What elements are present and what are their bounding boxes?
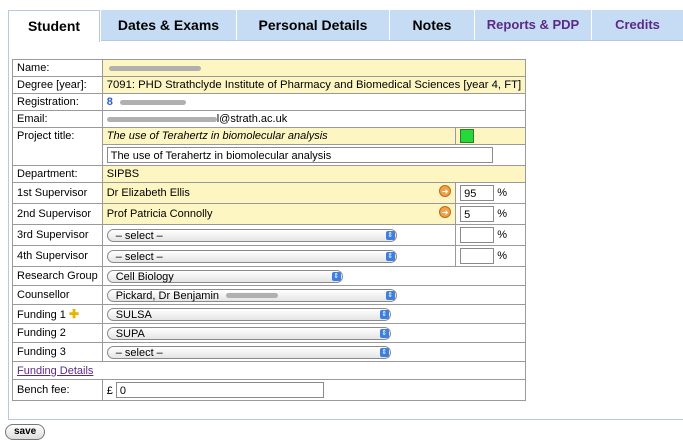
row-email (13, 111, 526, 128)
chevron-updown-icon: ⇕ (387, 231, 394, 239)
funding-2-label: Funding 2 (13, 324, 103, 343)
research-group-selected: Cell Biology (115, 270, 174, 283)
funding-1-cell (102, 305, 525, 324)
student-form (12, 59, 526, 401)
counsellor-selected: Pickard, Dr Benjamin (115, 289, 220, 302)
degree-value: 7091: PHD Strathclyde Institute of Pharmacy and Biomedical Sciences [year 4, FT] (102, 77, 525, 94)
tab-credits[interactable]: Credits (592, 10, 683, 40)
bench-fee-cell (102, 380, 525, 401)
tab-divider (101, 40, 683, 41)
supervisor-3-select[interactable] (107, 229, 397, 242)
row-research-group (13, 267, 526, 286)
funding-details-link[interactable]: Funding Details (17, 364, 94, 377)
pct-sign: % (497, 186, 507, 199)
redacted-registration (120, 100, 186, 105)
counsellor-cell (102, 286, 525, 305)
supervisor-3-label: 3rd Supervisor (13, 225, 103, 246)
row-registration (13, 94, 526, 111)
supervisor-4-selected: – select – (115, 250, 163, 263)
chevron-updown-icon: ⇕ (333, 272, 340, 280)
supervisor-4-pct-input[interactable] (460, 248, 494, 264)
row-funding-3 (13, 343, 526, 362)
status-green-icon (460, 129, 474, 143)
funding-3-select[interactable] (107, 346, 391, 359)
funding-3-cell (102, 343, 525, 362)
department-label: Department: (13, 166, 103, 183)
row-project-title (13, 128, 526, 145)
row-funding-2 (13, 324, 526, 343)
row-name (13, 60, 526, 77)
supervisor-1-value (102, 183, 455, 204)
funding-1-label-cell (13, 305, 103, 324)
funding-3-selected: – select – (115, 346, 163, 359)
degree-label: Degree [year]: (13, 77, 103, 94)
supervisor-2-value (102, 204, 455, 225)
project-title-value: The use of Terahertz in biomolecular analysis (102, 128, 455, 145)
add-plus-icon[interactable]: ✚ (69, 307, 80, 321)
row-supervisor-1 (13, 183, 526, 204)
bench-fee-input[interactable]: 0 (116, 382, 324, 398)
email-value (102, 111, 525, 128)
counsellor-select[interactable] (107, 289, 397, 302)
row-supervisor-3 (13, 225, 526, 246)
chevron-updown-icon: ⇕ (381, 348, 388, 356)
go-arrow-icon[interactable]: ➜ (439, 206, 451, 218)
email-label: Email: (13, 111, 103, 128)
research-group-cell (102, 267, 525, 286)
name-value (102, 60, 525, 77)
tab-reports-pdp[interactable]: Reports & PDP (475, 10, 591, 40)
project-input-cell (102, 145, 525, 166)
supervisor-3-pct-input[interactable] (460, 227, 494, 243)
supervisor-1-name: Dr Elizabeth Ellis (106, 187, 190, 199)
row-department (13, 166, 526, 183)
registration-label: Registration: (13, 94, 103, 111)
registration-person-icon: 8 (106, 96, 113, 108)
pct-sign: % (497, 249, 507, 262)
tab-dates-exams[interactable]: Dates & Exams (101, 10, 236, 40)
supervisor-2-pct-input[interactable]: 5 (460, 206, 494, 222)
name-label: Name: (13, 60, 103, 77)
project-status-cell (456, 128, 526, 145)
funding-1-select[interactable] (107, 308, 391, 321)
redacted-email (107, 117, 217, 122)
row-bench-fee (13, 380, 526, 401)
supervisor-4-cell (102, 246, 455, 267)
supervisor-3-cell (102, 225, 455, 246)
tab-notes[interactable]: Notes (390, 10, 474, 40)
row-funding-1 (13, 305, 526, 324)
department-value: SIPBS (102, 166, 525, 183)
supervisor-4-pct-cell (456, 246, 526, 267)
save-button[interactable]: save (5, 424, 45, 440)
research-group-label: Research Group (13, 267, 103, 286)
funding-1-selected: SULSA (115, 308, 152, 321)
tab-bar (8, 10, 683, 40)
funding-3-label: Funding 3 (13, 343, 103, 362)
bench-fee-label: Bench fee: (13, 380, 103, 401)
funding-2-selected: SUPA (115, 327, 145, 340)
supervisor-2-pct-cell (456, 204, 526, 225)
email-domain: l@strath.ac.uk (216, 113, 288, 125)
currency-sign: £ (106, 385, 113, 397)
row-counsellor (13, 286, 526, 305)
row-funding-details (13, 362, 526, 380)
row-supervisor-4 (13, 246, 526, 267)
registration-value (102, 94, 525, 111)
panel-border-left (8, 40, 9, 420)
row-supervisor-2 (13, 204, 526, 225)
funding-1-label: Funding 1 (17, 309, 66, 321)
tab-personal-details[interactable]: Personal Details (237, 10, 389, 40)
panel-border-bottom (8, 419, 683, 420)
chevron-updown-icon: ⇕ (387, 291, 394, 299)
tab-student[interactable]: Student (8, 10, 100, 42)
supervisor-3-pct-cell (456, 225, 526, 246)
supervisor-2-name: Prof Patricia Connolly (106, 208, 213, 220)
supervisor-1-pct-input[interactable]: 95 (460, 185, 494, 201)
chevron-updown-icon: ⇕ (381, 329, 388, 337)
funding-details-cell (13, 362, 526, 380)
supervisor-2-label: 2nd Supervisor (13, 204, 103, 225)
supervisor-1-pct-cell (456, 183, 526, 204)
supervisor-4-label: 4th Supervisor (13, 246, 103, 267)
redacted-name (109, 66, 201, 71)
project-title-label: Project title: (13, 128, 103, 166)
pct-sign: % (497, 228, 507, 241)
supervisor-3-selected: – select – (115, 229, 163, 242)
funding-2-select[interactable] (107, 327, 391, 340)
go-arrow-icon[interactable]: ➜ (439, 185, 451, 197)
row-degree (13, 77, 526, 94)
chevron-updown-icon: ⇕ (381, 310, 388, 318)
funding-2-cell (102, 324, 525, 343)
supervisor-4-select[interactable] (107, 250, 397, 263)
pct-sign: % (497, 207, 507, 220)
supervisor-1-label: 1st Supervisor (13, 183, 103, 204)
redacted-counsellor (226, 293, 278, 298)
project-title-input[interactable]: The use of Terahertz in biomolecular analysis (107, 147, 493, 163)
counsellor-label: Counsellor (13, 286, 103, 305)
research-group-select[interactable] (107, 270, 343, 283)
chevron-updown-icon: ⇕ (387, 252, 394, 260)
